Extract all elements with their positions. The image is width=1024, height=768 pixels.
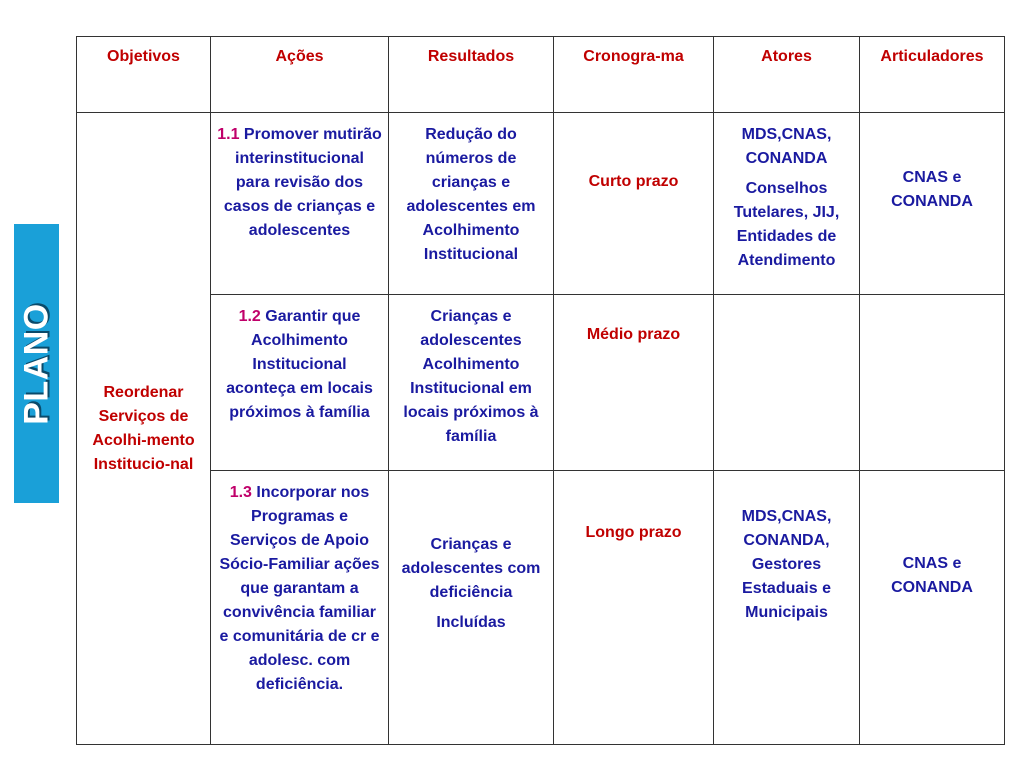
header-articuladores: Articuladores bbox=[860, 37, 1005, 113]
actors-cell bbox=[714, 113, 860, 295]
schedule-cell: Longo prazo bbox=[554, 471, 714, 745]
actors-secondary: Conselhos Tutelares, JIJ, Entidades de Atendimento bbox=[733, 180, 840, 269]
header-atores: Atores bbox=[714, 37, 860, 113]
actors-cell bbox=[714, 295, 860, 471]
action-cell bbox=[211, 113, 389, 295]
header-row bbox=[77, 37, 1005, 113]
result-note: Incluídas bbox=[436, 614, 506, 631]
action-text: Garantir que Acolhimento Institucional aconteça em locais próximos à família bbox=[226, 308, 373, 421]
table-row bbox=[77, 471, 1005, 745]
articulators-cell bbox=[860, 295, 1005, 471]
objective-cell: Reordenar Serviços de Acolhi-mento Institucio-nal bbox=[77, 113, 211, 745]
actors-cell: MDS,CNAS, CONANDA, Gestores Estaduais e Municipais bbox=[714, 471, 860, 745]
action-cell bbox=[211, 471, 389, 745]
actors-primary: MDS,CNAS, CONANDA bbox=[741, 126, 832, 167]
result-cell bbox=[389, 113, 554, 295]
action-text: Incorporar nos Programas e Serviços de Apoio Sócio-Familiar ações que garantam a convivência familiar e comunitária de cr e adolesc. com deficiência. bbox=[219, 484, 380, 693]
schedule-cell: Médio prazo bbox=[554, 295, 714, 471]
side-banner bbox=[14, 224, 59, 503]
side-label: PLANO bbox=[17, 302, 55, 425]
action-number: 1.1 bbox=[217, 126, 240, 143]
plan-table bbox=[76, 36, 1005, 745]
table-row bbox=[77, 295, 1005, 471]
articulators-cell: CNAS e CONANDA bbox=[860, 471, 1005, 745]
result-text: Crianças e adolescentes com deficiência bbox=[401, 536, 541, 601]
articulators-cell: CNAS e CONANDA bbox=[860, 113, 1005, 295]
action-number: 1.2 bbox=[238, 308, 261, 325]
action-number: 1.3 bbox=[229, 484, 252, 501]
result-cell: Crianças e adolescentes Acolhimento Institucional em locais próximos à família bbox=[389, 295, 554, 471]
header-acoes: Ações bbox=[211, 37, 389, 113]
header-objetivos: Objetivos bbox=[77, 37, 211, 113]
table-row bbox=[77, 113, 1005, 295]
action-text: Promover mutirão interinstitucional para revisão dos casos de crianças e adolescentes bbox=[223, 126, 382, 239]
schedule-cell: Curto prazo bbox=[554, 113, 714, 295]
header-resultados: Resultados bbox=[389, 37, 554, 113]
action-cell bbox=[211, 295, 389, 471]
result-cell bbox=[389, 471, 554, 745]
result-text: Redução do números de crianças e adolescentes em Acolhimento Institucional bbox=[406, 126, 536, 263]
header-cronograma: Cronogra-ma bbox=[554, 37, 714, 113]
